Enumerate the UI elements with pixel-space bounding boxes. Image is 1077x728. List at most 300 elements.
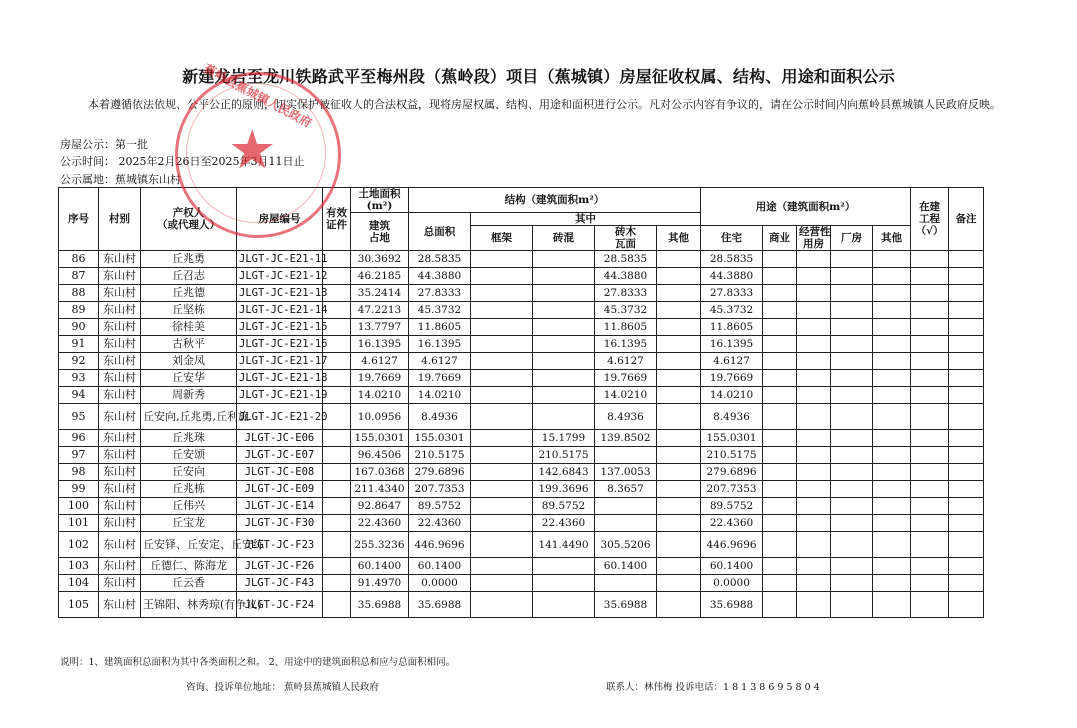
table-row bbox=[59, 336, 984, 353]
row-land: 211.4340 bbox=[351, 481, 409, 498]
row-village: 东山村 bbox=[99, 336, 141, 353]
row-in-progress bbox=[911, 592, 949, 618]
header-business: 经营性 用房 bbox=[797, 226, 831, 251]
row-owner: 丘安颂 bbox=[141, 447, 237, 464]
header-cert: 有效 证件 bbox=[323, 188, 351, 251]
header-factory: 厂房 bbox=[831, 226, 873, 251]
table-row bbox=[59, 558, 984, 575]
row-brick-wood: 45.3732 bbox=[595, 302, 657, 319]
row-commercial bbox=[763, 336, 797, 353]
row-residential: 155.0301 bbox=[701, 430, 763, 447]
row-frame bbox=[471, 251, 533, 268]
row-land: 60.1400 bbox=[351, 558, 409, 575]
row-business bbox=[797, 430, 831, 447]
table-row bbox=[59, 592, 984, 618]
row-owner: 丘安铎、丘安定、丘安练 bbox=[141, 532, 237, 558]
row-in-progress bbox=[911, 447, 949, 464]
row-residential: 207.7353 bbox=[701, 481, 763, 498]
row-in-progress bbox=[911, 498, 949, 515]
row-business bbox=[797, 302, 831, 319]
row-commercial bbox=[763, 515, 797, 532]
row-remark bbox=[949, 532, 984, 558]
row-total: 0.0000 bbox=[409, 575, 471, 592]
row-other bbox=[657, 592, 701, 618]
location-label: 公示属地：蕉城镇东山村 bbox=[60, 173, 181, 186]
row-other bbox=[657, 370, 701, 387]
row-code: JLGT-JC-E14 bbox=[237, 498, 323, 515]
row-owner: 徐桂美 bbox=[141, 319, 237, 336]
row-commercial bbox=[763, 251, 797, 268]
row-residential: 0.0000 bbox=[701, 575, 763, 592]
row-code: JLGT-JC-E21-15 bbox=[237, 319, 323, 336]
row-other bbox=[657, 336, 701, 353]
row-brick-concrete bbox=[533, 592, 595, 618]
row-frame bbox=[471, 515, 533, 532]
row-business bbox=[797, 370, 831, 387]
row-factory bbox=[831, 464, 873, 481]
row-business bbox=[797, 353, 831, 370]
row-village: 东山村 bbox=[99, 498, 141, 515]
row-land: 46.2185 bbox=[351, 268, 409, 285]
header-village: 村别 bbox=[99, 188, 141, 251]
row-owner: 丘兆栋 bbox=[141, 481, 237, 498]
row-owner: 丘德仁、陈海龙 bbox=[141, 558, 237, 575]
row-factory bbox=[831, 370, 873, 387]
row-brick-concrete bbox=[533, 370, 595, 387]
row-code: JLGT-JC-F23 bbox=[237, 532, 323, 558]
row-other bbox=[657, 404, 701, 430]
row-remark bbox=[949, 370, 984, 387]
row-commercial bbox=[763, 404, 797, 430]
row-residential: 14.0210 bbox=[701, 387, 763, 404]
row-commercial bbox=[763, 430, 797, 447]
row-village: 东山村 bbox=[99, 285, 141, 302]
row-factory bbox=[831, 336, 873, 353]
row-code: JLGT-JC-F43 bbox=[237, 575, 323, 592]
row-brick-wood: 4.6127 bbox=[595, 353, 657, 370]
row-usage-other bbox=[873, 336, 911, 353]
row-land: 16.1395 bbox=[351, 336, 409, 353]
row-village: 东山村 bbox=[99, 251, 141, 268]
row-remark bbox=[949, 404, 984, 430]
row-in-progress bbox=[911, 481, 949, 498]
row-owner: 丘安向,丘兆勇,丘利旋 bbox=[141, 404, 237, 430]
row-brick-wood: 8.4936 bbox=[595, 404, 657, 430]
row-usage-other bbox=[873, 430, 911, 447]
row-factory bbox=[831, 532, 873, 558]
row-owner: 王锦阳、林秀琼(有争议) bbox=[141, 592, 237, 618]
header-other: 其他 bbox=[657, 226, 701, 251]
row-frame bbox=[471, 268, 533, 285]
row-seq: 97 bbox=[59, 447, 99, 464]
row-usage-other bbox=[873, 498, 911, 515]
row-code: JLGT-JC-F30 bbox=[237, 515, 323, 532]
row-commercial bbox=[763, 558, 797, 575]
row-in-progress bbox=[911, 353, 949, 370]
row-total: 14.0210 bbox=[409, 387, 471, 404]
row-other bbox=[657, 302, 701, 319]
row-residential: 279.6896 bbox=[701, 464, 763, 481]
row-owner: 丘兆珠 bbox=[141, 430, 237, 447]
row-in-progress bbox=[911, 404, 949, 430]
row-business bbox=[797, 285, 831, 302]
row-brick-concrete: 199.3696 bbox=[533, 481, 595, 498]
row-village: 东山村 bbox=[99, 481, 141, 498]
row-land: 35.6988 bbox=[351, 592, 409, 618]
header-remark: 备注 bbox=[949, 188, 984, 251]
row-in-progress bbox=[911, 319, 949, 336]
row-in-progress bbox=[911, 464, 949, 481]
row-land: 155.0301 bbox=[351, 430, 409, 447]
row-commercial bbox=[763, 387, 797, 404]
header-brick-wood: 砖木 瓦面 bbox=[595, 226, 657, 251]
row-land: 19.7669 bbox=[351, 370, 409, 387]
row-land: 13.7797 bbox=[351, 319, 409, 336]
row-brick-concrete bbox=[533, 336, 595, 353]
row-business bbox=[797, 251, 831, 268]
row-code: JLGT-JC-E21-19 bbox=[237, 387, 323, 404]
row-remark bbox=[949, 302, 984, 319]
row-remark bbox=[949, 430, 984, 447]
row-code: JLGT-JC-E07 bbox=[237, 447, 323, 464]
row-factory bbox=[831, 498, 873, 515]
row-residential: 45.3732 bbox=[701, 302, 763, 319]
row-brick-concrete: 15.1799 bbox=[533, 430, 595, 447]
row-business bbox=[797, 268, 831, 285]
row-owner: 刘金凤 bbox=[141, 353, 237, 370]
row-brick-concrete: 22.4360 bbox=[533, 515, 595, 532]
period-label: 公示时间： 2025年2月26日至2025年3月11日止 bbox=[60, 155, 305, 168]
header-seq: 序号 bbox=[59, 188, 99, 251]
row-cert bbox=[323, 532, 351, 558]
row-cert bbox=[323, 464, 351, 481]
row-usage-other bbox=[873, 558, 911, 575]
row-seq: 88 bbox=[59, 285, 99, 302]
star-icon: ★ bbox=[228, 118, 277, 181]
row-brick-wood bbox=[595, 498, 657, 515]
row-total: 22.4360 bbox=[409, 515, 471, 532]
row-usage-other bbox=[873, 285, 911, 302]
row-owner: 丘云香 bbox=[141, 575, 237, 592]
row-total: 11.8605 bbox=[409, 319, 471, 336]
row-commercial bbox=[763, 498, 797, 515]
row-brick-concrete bbox=[533, 387, 595, 404]
row-seq: 87 bbox=[59, 268, 99, 285]
row-land: 96.4506 bbox=[351, 447, 409, 464]
row-factory bbox=[831, 592, 873, 618]
row-brick-concrete bbox=[533, 558, 595, 575]
row-commercial bbox=[763, 319, 797, 336]
row-land: 22.4360 bbox=[351, 515, 409, 532]
row-brick-wood bbox=[595, 515, 657, 532]
row-commercial bbox=[763, 447, 797, 464]
row-brick-concrete bbox=[533, 353, 595, 370]
row-usage-other bbox=[873, 268, 911, 285]
row-owner: 丘伟兴 bbox=[141, 498, 237, 515]
row-usage-other bbox=[873, 404, 911, 430]
table-row bbox=[59, 447, 984, 464]
row-usage-other bbox=[873, 447, 911, 464]
row-frame bbox=[471, 447, 533, 464]
row-village: 东山村 bbox=[99, 430, 141, 447]
row-residential: 210.5175 bbox=[701, 447, 763, 464]
row-brick-wood: 14.0210 bbox=[595, 387, 657, 404]
row-brick-wood: 8.3657 bbox=[595, 481, 657, 498]
row-frame bbox=[471, 481, 533, 498]
row-land: 255.3236 bbox=[351, 532, 409, 558]
row-residential: 16.1395 bbox=[701, 336, 763, 353]
row-seq: 86 bbox=[59, 251, 99, 268]
row-village: 东山村 bbox=[99, 302, 141, 319]
row-residential: 89.5752 bbox=[701, 498, 763, 515]
footer-address: 咨询、投诉单位地址： 蕉岭县蕉城镇人民政府 bbox=[186, 682, 380, 693]
row-seq: 91 bbox=[59, 336, 99, 353]
row-other bbox=[657, 447, 701, 464]
row-total: 60.1400 bbox=[409, 558, 471, 575]
row-brick-wood: 305.5206 bbox=[595, 532, 657, 558]
row-in-progress bbox=[911, 387, 949, 404]
row-cert bbox=[323, 447, 351, 464]
row-total: 4.6127 bbox=[409, 353, 471, 370]
row-business bbox=[797, 558, 831, 575]
row-owner: 丘坚栋 bbox=[141, 302, 237, 319]
row-seq: 104 bbox=[59, 575, 99, 592]
header-commercial: 商业 bbox=[763, 226, 797, 251]
row-commercial bbox=[763, 464, 797, 481]
row-code: JLGT-JC-F26 bbox=[237, 558, 323, 575]
row-code: JLGT-JC-E21-16 bbox=[237, 336, 323, 353]
row-seq: 95 bbox=[59, 404, 99, 430]
header-total: 总面积 bbox=[409, 213, 471, 251]
row-in-progress bbox=[911, 575, 949, 592]
row-code: JLGT-JC-F24 bbox=[237, 592, 323, 618]
row-business bbox=[797, 387, 831, 404]
row-code: JLGT-JC-E21-13 bbox=[237, 285, 323, 302]
row-factory bbox=[831, 251, 873, 268]
row-usage-other bbox=[873, 387, 911, 404]
row-factory bbox=[831, 319, 873, 336]
row-residential: 19.7669 bbox=[701, 370, 763, 387]
row-village: 东山村 bbox=[99, 447, 141, 464]
row-land: 10.0956 bbox=[351, 404, 409, 430]
row-brick-concrete bbox=[533, 575, 595, 592]
row-total: 27.8333 bbox=[409, 285, 471, 302]
row-residential: 446.9696 bbox=[701, 532, 763, 558]
row-cert bbox=[323, 575, 351, 592]
row-business bbox=[797, 319, 831, 336]
table-row bbox=[59, 464, 984, 481]
row-village: 东山村 bbox=[99, 464, 141, 481]
row-land: 35.2414 bbox=[351, 285, 409, 302]
row-seq: 105 bbox=[59, 592, 99, 618]
row-cert bbox=[323, 592, 351, 618]
row-seq: 101 bbox=[59, 515, 99, 532]
row-brick-wood bbox=[595, 447, 657, 464]
row-land: 47.2213 bbox=[351, 302, 409, 319]
row-residential: 8.4936 bbox=[701, 404, 763, 430]
row-factory bbox=[831, 302, 873, 319]
row-brick-concrete bbox=[533, 251, 595, 268]
row-owner: 丘兆勇 bbox=[141, 251, 237, 268]
row-commercial bbox=[763, 268, 797, 285]
row-other bbox=[657, 515, 701, 532]
row-seq: 90 bbox=[59, 319, 99, 336]
row-total: 44.3880 bbox=[409, 268, 471, 285]
row-commercial bbox=[763, 353, 797, 370]
row-factory bbox=[831, 515, 873, 532]
row-factory bbox=[831, 447, 873, 464]
row-usage-other bbox=[873, 592, 911, 618]
row-residential: 11.8605 bbox=[701, 319, 763, 336]
row-remark bbox=[949, 285, 984, 302]
row-remark bbox=[949, 464, 984, 481]
row-total: 45.3732 bbox=[409, 302, 471, 319]
row-frame bbox=[471, 302, 533, 319]
row-frame bbox=[471, 370, 533, 387]
row-brick-wood: 44.3880 bbox=[595, 268, 657, 285]
row-factory bbox=[831, 404, 873, 430]
row-business bbox=[797, 532, 831, 558]
row-residential: 35.6988 bbox=[701, 592, 763, 618]
row-brick-concrete bbox=[533, 285, 595, 302]
row-land: 167.0368 bbox=[351, 464, 409, 481]
row-seq: 89 bbox=[59, 302, 99, 319]
row-usage-other bbox=[873, 319, 911, 336]
row-other bbox=[657, 251, 701, 268]
table-row bbox=[59, 319, 984, 336]
expropriation-table bbox=[58, 187, 984, 618]
row-seq: 96 bbox=[59, 430, 99, 447]
row-other bbox=[657, 481, 701, 498]
row-remark bbox=[949, 481, 984, 498]
row-business bbox=[797, 515, 831, 532]
row-remark bbox=[949, 558, 984, 575]
row-code: JLGT-JC-E21-18 bbox=[237, 370, 323, 387]
row-in-progress bbox=[911, 532, 949, 558]
page-title: 新建龙岩至龙川铁路武平至梅州段（蕉岭段）项目（蕉城镇）房屋征收权属、结构、用途和面积公示 bbox=[182, 67, 895, 86]
row-in-progress bbox=[911, 515, 949, 532]
row-usage-other bbox=[873, 481, 911, 498]
row-other bbox=[657, 285, 701, 302]
table-row bbox=[59, 370, 984, 387]
row-usage-other bbox=[873, 251, 911, 268]
row-in-progress bbox=[911, 268, 949, 285]
row-brick-concrete: 210.5175 bbox=[533, 447, 595, 464]
row-cert bbox=[323, 515, 351, 532]
row-business bbox=[797, 464, 831, 481]
batch-label: 房屋公示：第一批 bbox=[60, 138, 148, 151]
row-residential: 22.4360 bbox=[701, 515, 763, 532]
row-cert bbox=[323, 430, 351, 447]
header-in-progress: 在建 工程 （√） bbox=[911, 188, 949, 251]
row-usage-other bbox=[873, 515, 911, 532]
row-brick-wood: 35.6988 bbox=[595, 592, 657, 618]
row-business bbox=[797, 481, 831, 498]
row-remark bbox=[949, 498, 984, 515]
row-village: 东山村 bbox=[99, 558, 141, 575]
row-factory bbox=[831, 285, 873, 302]
row-brick-wood: 11.8605 bbox=[595, 319, 657, 336]
row-remark bbox=[949, 575, 984, 592]
row-commercial bbox=[763, 285, 797, 302]
row-code: JLGT-JC-E21-12 bbox=[237, 268, 323, 285]
row-seq: 103 bbox=[59, 558, 99, 575]
row-other bbox=[657, 387, 701, 404]
row-factory bbox=[831, 387, 873, 404]
row-owner: 丘兆德 bbox=[141, 285, 237, 302]
row-factory bbox=[831, 430, 873, 447]
row-in-progress bbox=[911, 251, 949, 268]
row-total: 8.4936 bbox=[409, 404, 471, 430]
row-business bbox=[797, 404, 831, 430]
row-residential: 28.5835 bbox=[701, 251, 763, 268]
table-row bbox=[59, 532, 984, 558]
row-seq: 98 bbox=[59, 464, 99, 481]
row-brick-wood: 16.1395 bbox=[595, 336, 657, 353]
row-factory bbox=[831, 353, 873, 370]
row-owner: 丘安向 bbox=[141, 464, 237, 481]
row-brick-wood bbox=[595, 575, 657, 592]
row-frame bbox=[471, 532, 533, 558]
row-commercial bbox=[763, 481, 797, 498]
table-row bbox=[59, 575, 984, 592]
header-usage-other: 其他 bbox=[873, 226, 911, 251]
header-usage: 用途（建筑面积m²） bbox=[701, 188, 911, 226]
row-seq: 94 bbox=[59, 387, 99, 404]
row-frame bbox=[471, 285, 533, 302]
footer-contact: 联系人：林伟梅 投诉电话：1 8 1 3 8 6 9 5 8 0 4 bbox=[606, 682, 820, 693]
row-frame bbox=[471, 498, 533, 515]
header-among: 其中 bbox=[471, 213, 701, 226]
row-other bbox=[657, 532, 701, 558]
row-code: JLGT-JC-E09 bbox=[237, 481, 323, 498]
row-seq: 93 bbox=[59, 370, 99, 387]
row-in-progress bbox=[911, 285, 949, 302]
row-village: 东山村 bbox=[99, 404, 141, 430]
row-business bbox=[797, 575, 831, 592]
row-in-progress bbox=[911, 336, 949, 353]
row-remark bbox=[949, 387, 984, 404]
row-remark bbox=[949, 336, 984, 353]
row-factory bbox=[831, 268, 873, 285]
row-other bbox=[657, 268, 701, 285]
header-code: 房屋编号 bbox=[237, 188, 323, 251]
row-total: 155.0301 bbox=[409, 430, 471, 447]
row-brick-wood: 27.8333 bbox=[595, 285, 657, 302]
row-brick-wood: 19.7669 bbox=[595, 370, 657, 387]
row-residential: 44.3880 bbox=[701, 268, 763, 285]
row-village: 东山村 bbox=[99, 387, 141, 404]
table-row bbox=[59, 387, 984, 404]
row-frame bbox=[471, 430, 533, 447]
row-brick-wood: 60.1400 bbox=[595, 558, 657, 575]
row-business bbox=[797, 592, 831, 618]
row-frame bbox=[471, 575, 533, 592]
row-in-progress bbox=[911, 370, 949, 387]
row-code: JLGT-JC-E21-11 bbox=[237, 251, 323, 268]
row-cert bbox=[323, 498, 351, 515]
row-village: 东山村 bbox=[99, 592, 141, 618]
row-total: 446.9696 bbox=[409, 532, 471, 558]
table-row bbox=[59, 515, 984, 532]
row-seq: 92 bbox=[59, 353, 99, 370]
row-commercial bbox=[763, 575, 797, 592]
row-remark bbox=[949, 268, 984, 285]
row-in-progress bbox=[911, 302, 949, 319]
row-cert bbox=[323, 481, 351, 498]
row-village: 东山村 bbox=[99, 353, 141, 370]
row-owner: 古秋平 bbox=[141, 336, 237, 353]
